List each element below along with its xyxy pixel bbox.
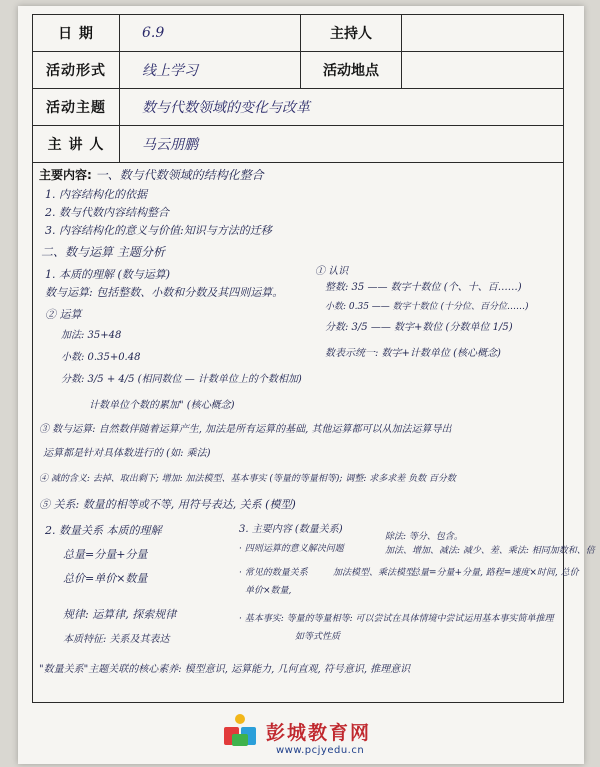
relation-total: 总量=分量+分量 bbox=[63, 548, 148, 561]
sub-1: 1. 本质的理解 (数与运算) bbox=[45, 268, 171, 281]
relation-price: 总价=单价×数量 bbox=[63, 572, 148, 585]
date-value: 6.9 bbox=[120, 15, 301, 51]
circle-recognize: ① 认识 bbox=[315, 266, 349, 277]
speaker-row bbox=[33, 126, 563, 162]
form-row bbox=[33, 52, 563, 89]
add-line: 加法: 35+48 bbox=[61, 330, 122, 341]
host-value bbox=[402, 15, 563, 51]
law-line: 规律: 运算律, 探索规律 bbox=[63, 608, 177, 621]
header-table bbox=[32, 14, 564, 163]
decimal-line: 小数: 0.35 —— 数字十数位 (十分位、百分位……) bbox=[325, 302, 529, 312]
date-label: 日 期 bbox=[33, 15, 120, 51]
op-3: ③ 数与运算: 自然数伴随着运算产生, 加法是所有运算的基础, 其他运算都可以从加法运算导出 bbox=[39, 424, 452, 435]
fraction-add: 分数: 3/5 + 4/5 (相同数位 — 计数单位上的个数相加) bbox=[61, 374, 302, 385]
watermark-logo-icon bbox=[221, 712, 259, 750]
content-box bbox=[32, 162, 595, 703]
main-3a: · 四则运算的意义解决问题 bbox=[239, 544, 344, 554]
theme-row bbox=[33, 89, 563, 126]
main-3a-note: 除法: 等分、包含。 bbox=[385, 532, 463, 542]
document-page bbox=[18, 6, 595, 764]
circle-calc: ② 运算 bbox=[45, 308, 82, 321]
op-4: ④ 减的含义: 去掉、取出剩下; 增加: 加法模型、基本事实 (等量的等量相等); 调整: 求多求差 负数 百分数 bbox=[39, 474, 456, 484]
theme-label: 活动主题 bbox=[33, 89, 120, 125]
speaker-value: 马云朋鹏 bbox=[142, 137, 198, 153]
op-3b: 运算都是针对具体数进行的 (如: 乘法) bbox=[43, 448, 211, 459]
feature-line: 本质特征: 关系及其表达 bbox=[63, 634, 170, 645]
main-content-line bbox=[39, 168, 264, 182]
speaker-label: 主 讲 人 bbox=[33, 126, 120, 162]
op-5: ⑤ 关系: 数量的相等或不等, 用符号表达, 关系 (模型) bbox=[39, 498, 296, 511]
part-2-title: 二、数与运算 主题分析 bbox=[41, 245, 165, 259]
main-3b-note-3: 单价×数量, bbox=[245, 586, 292, 596]
item-2: 2. 数与代数内容结构整合 bbox=[45, 206, 169, 219]
unify-line: 数表示统一: 数字+计数单位 (核心概念) bbox=[325, 348, 501, 359]
integer-line: 整数: 35 —— 数字十数位 (个、十、百……) bbox=[325, 282, 522, 293]
main-title: 一、数与代数领域的结构化整合 bbox=[95, 168, 264, 182]
form-value: 线上学习 bbox=[120, 52, 301, 88]
main-3b-note-2: 总量=分量+分量, 路程=速度×时间, 总价 bbox=[411, 568, 579, 578]
decimal-add: 小数: 0.35+0.48 bbox=[61, 352, 141, 363]
place-label: 活动地点 bbox=[301, 52, 402, 88]
theme-value: 数与代数领域的变化与改革 bbox=[142, 100, 310, 116]
core-line: "数量关系"主题关联的核心素养: 模型意识, 运算能力, 几何直观, 符号意识, 推理意识 bbox=[39, 664, 411, 675]
date-row bbox=[33, 15, 563, 52]
main-3b-note: 加法模型、乘法模型 bbox=[333, 568, 415, 578]
place-value bbox=[402, 52, 563, 88]
main-3b: · 常见的数量关系 bbox=[239, 568, 308, 578]
item-1: 1. 内容结构化的依据 bbox=[45, 188, 147, 201]
sub-1-desc: 数与运算: 包括整数、小数和分数及其四则运算。 bbox=[45, 286, 284, 299]
unit-line: 计数单位个数的累加" (核心概念) bbox=[89, 400, 235, 411]
fraction-line: 分数: 3/5 —— 数字+数位 (分数单位 1/5) bbox=[325, 322, 513, 333]
relation-2: 2. 数量关系 本质的理解 bbox=[45, 524, 162, 537]
host-label: 主持人 bbox=[301, 15, 402, 51]
main-label: 主要内容: bbox=[39, 168, 92, 182]
watermark-title: 彭城教育网 bbox=[266, 722, 372, 744]
main-3a-note-2: 加法、增加、减法: 减少、差、乘法: 相同加数和、倍 bbox=[385, 546, 595, 556]
form-label: 活动形式 bbox=[33, 52, 120, 88]
item-3: 3. 内容结构化的意义与价值:知识与方法的迁移 bbox=[45, 224, 272, 237]
main-3: 3. 主要内容 (数量关系) bbox=[239, 524, 343, 535]
basic-fact: · 基本事实: 等量的等量相等: 可以尝试在具体情境中尝试运用基本事实简单推理 bbox=[239, 614, 554, 624]
basic-fact-2: 如等式性质 bbox=[295, 632, 341, 642]
watermark-url: www.pcjyedu.cn bbox=[276, 745, 365, 756]
